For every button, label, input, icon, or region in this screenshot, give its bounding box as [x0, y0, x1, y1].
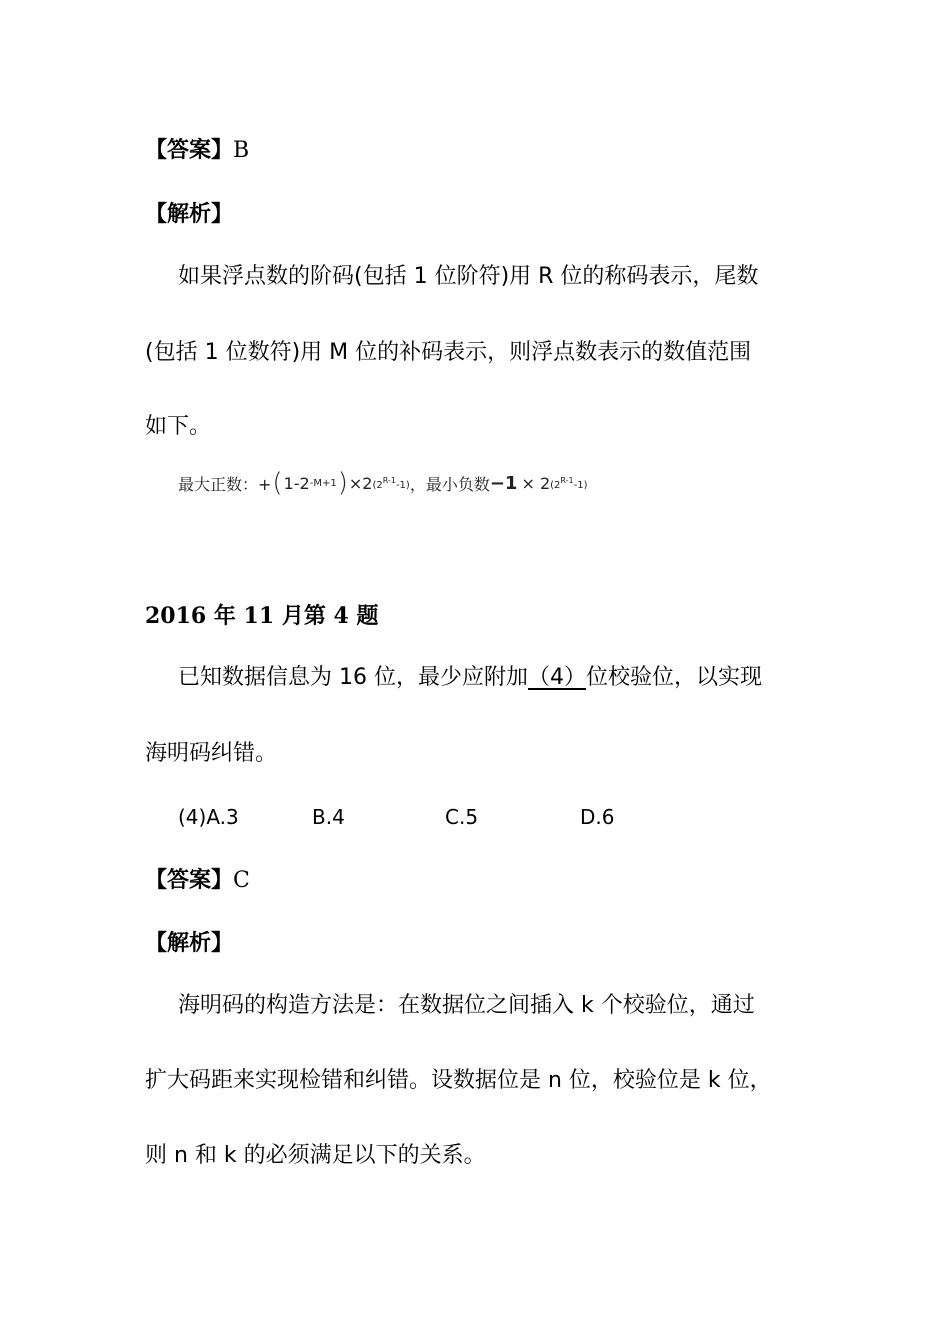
formula-outer-exp: $(2^{R-1}-1)$	[372, 475, 410, 491]
analysis-label: 【解析】	[145, 931, 234, 956]
formula-max-exp: -M+1	[309, 477, 337, 489]
paragraph-line: 如下。	[145, 414, 212, 439]
formula-times: ×2	[348, 473, 373, 493]
answer-value: C	[233, 868, 250, 893]
answer-label: 【答案】	[145, 868, 234, 893]
analysis-label: 【解析】	[145, 202, 234, 227]
paragraph-line: 如果浮点数的阶码(包括 1 位阶符)用 R 位的称码表示，尾数	[178, 264, 759, 289]
formula-min-lead: −1	[489, 472, 518, 494]
formula-min-exp: $(2^{R-1}-1)$	[550, 475, 588, 491]
answer-heading-2	[145, 866, 250, 896]
option-c: C.5	[445, 805, 479, 829]
formula-max-base: 1-2	[283, 473, 310, 493]
formula-min-times: × 2	[521, 473, 551, 493]
answer-label: 【答案】	[145, 138, 234, 163]
option-a: (4)A.3	[178, 805, 239, 829]
option-b: B.4	[312, 805, 345, 829]
option-d: D.6	[580, 805, 615, 829]
question-line	[178, 663, 762, 693]
question-blank: （4）	[527, 665, 586, 690]
answer-value: B	[233, 138, 250, 163]
question-text-post: 位校验位，以实现	[585, 665, 762, 690]
formula-separator: ，最小负数	[409, 474, 490, 494]
question-text-pre: 已知数据信息为 16 位，最少应附加	[178, 665, 528, 690]
analysis-line: 则 n 和 k 的必须满足以下的关系。	[145, 1143, 486, 1168]
formula-paren-open: (	[272, 468, 283, 498]
analysis-line: 海明码的构造方法是：在数据位之间插入 k 个校验位，通过	[178, 993, 755, 1018]
question-line: 海明码纠错。	[145, 741, 278, 766]
answer-heading-1	[145, 136, 249, 166]
paragraph-line: (包括 1 位数符)用 M 位的补码表示，则浮点数表示的数值范围	[145, 340, 752, 365]
range-formula	[178, 466, 588, 500]
formula-paren-close: )	[337, 468, 348, 498]
formula-max-label: 最大正数：+	[178, 474, 272, 494]
analysis-line: 扩大码距来实现检错和纠错。设数据位是 n 位，校验位是 k 位，	[145, 1068, 772, 1093]
question-heading: 2016 年 11 月第 4 题	[145, 603, 379, 629]
